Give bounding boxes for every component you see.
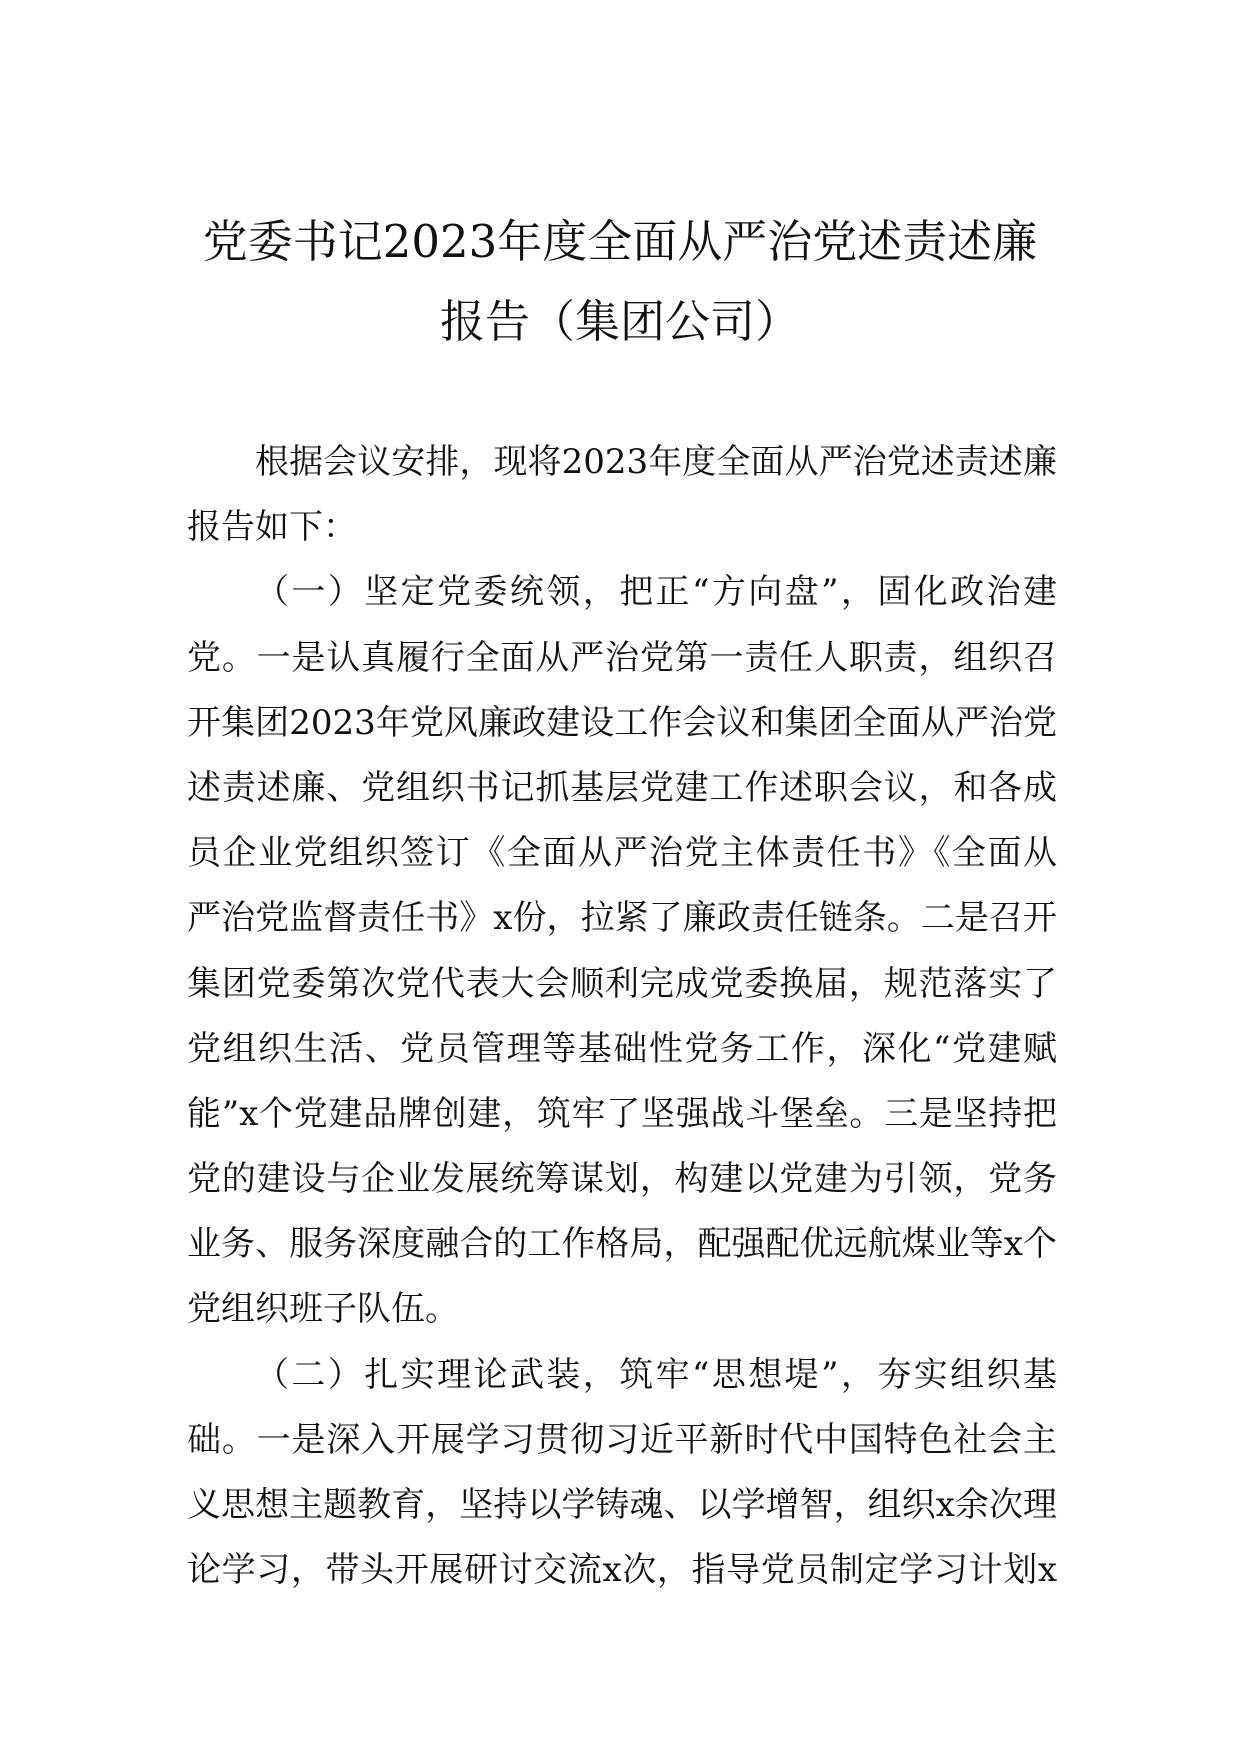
text-line: 党的建设与企业发展统筹谋划，构建以党建为引领，党务 <box>187 1159 1057 1200</box>
text-line: （一）坚定党委统领，把正“方向盘”，固化政治建 <box>255 572 1057 613</box>
paragraph-section-1 <box>187 560 1057 1342</box>
paragraph-intro <box>187 430 1057 560</box>
text-line: 员企业党组织签订《全面从严治党主体责任书》《全面从 <box>187 833 1057 874</box>
paragraph-section-2 <box>187 1343 1057 1604</box>
title-line-1: 党委书记2023年度全面从严治党述责述廉 <box>202 215 1038 268</box>
text-line: 根据会议安排，现将2023年度全面从严治党述责述廉 <box>255 442 1057 482</box>
text-line: 报告如下： <box>187 507 357 548</box>
text-line: 础。一是深入开展学习贯彻习近平新时代中国特色社会主 <box>187 1419 1057 1460</box>
text-line: 党组织班子队伍。 <box>187 1289 459 1330</box>
document-title <box>150 202 1090 362</box>
text-line: 能”x个党建品牌创建，筑牢了坚强战斗堡垒。三是坚持把 <box>187 1093 1057 1134</box>
text-line: 党组织生活、党员管理等基础性党务工作，深化“党建赋 <box>187 1028 1057 1069</box>
text-line: 义思想主题教育，坚持以学铸魂、以学增智，组织x余次理 <box>187 1485 1057 1525</box>
text-line: 严治党监督责任书》x份，拉紧了廉政责任链条。二是召开 <box>187 898 1057 939</box>
text-line: 开集团2023年党风廉政建设工作会议和集团全面从严治党 <box>187 702 1057 743</box>
text-line: 党。一是认真履行全面从严治党第一责任人职责，组织召 <box>187 637 1057 678</box>
text-line: 集团党委第次党代表大会顺利完成党委换届，规范落实了 <box>187 963 1057 1004</box>
title-line-2: 报告（集团公司） <box>439 295 800 348</box>
document-body <box>187 430 1057 1603</box>
text-line: 论学习，带头开展研讨交流x次，指导党员制定学习计划x <box>187 1550 1057 1591</box>
text-line: 业务、服务深度融合的工作格局，配强配优远航煤业等x个 <box>187 1224 1057 1265</box>
text-line: 述责述廉、党组织书记抓基层党建工作述职会议，和各成 <box>187 767 1057 808</box>
text-line: （二）扎实理论武装，筑牢“思想堤”，夯实组织基 <box>255 1354 1057 1395</box>
